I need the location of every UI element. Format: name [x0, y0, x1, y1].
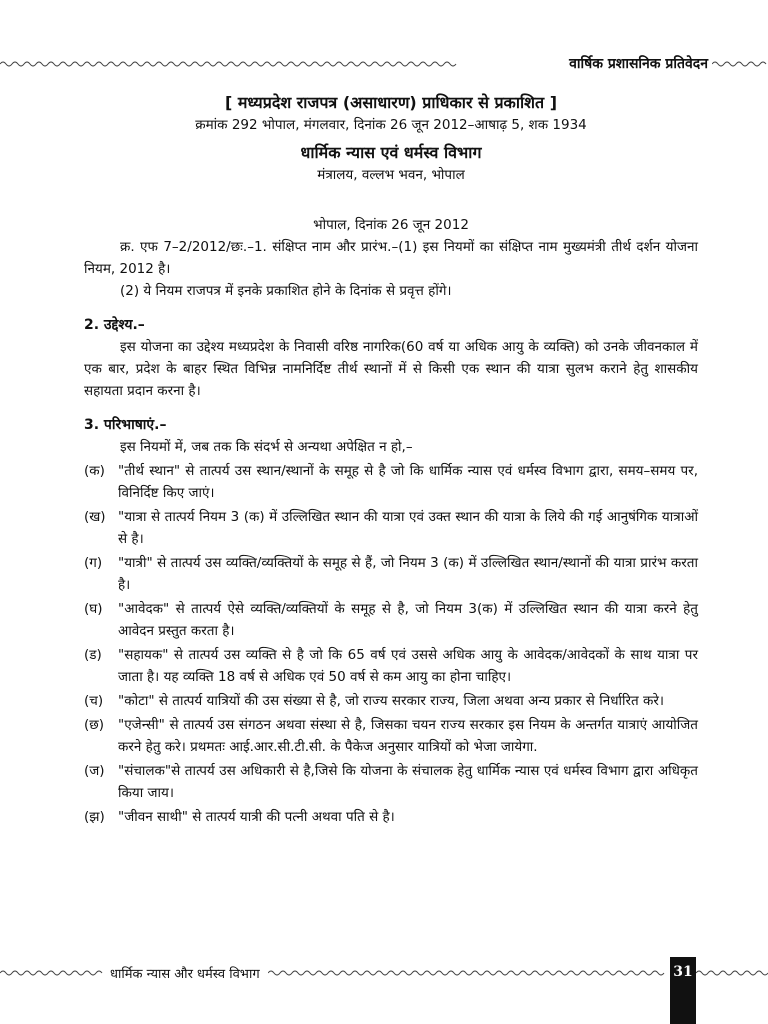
department-title: धार्मिक न्यास एवं धर्मस्व विभाग — [300, 143, 482, 162]
section-3-title: 3. परिभाषाएं.– — [84, 417, 167, 433]
definition-item — [84, 460, 698, 504]
definition-text: "सहायक" से तात्पर्य उस व्यक्ति से है जो कि 65 वर्ष एवं उससे अधिक आयु के आवेदक/आवेदकों के साथ यात्रा पर जाता है। यह व्यक्ति 18 वर्ष से अधिक एवं 50 वर्ष से कम आयु का होना चाहिए। — [118, 647, 698, 685]
serial-line: क्रमांक 292 भोपाल, मंगलवार, दिनांक 26 जून 2012–आषाढ़ 5, शक 1934 — [195, 117, 587, 133]
section-2-text: इस योजना का उद्देश्य मध्यप्रदेश के निवासी वरिष्ठ नागरिक(60 वर्ष या अधिक आयु के व्यक्ति) को उनके जीवनकाल में एक बार, प्रदेश के बाहर स्थित विभिन्न नामनिर्दिष्ट तीर्थ स्थानों में से किसी एक स्थान की यात्रा सुलभ कराने हेतु शासकीय सहायता प्रदान करना है। — [84, 339, 698, 399]
definition-label: (क) — [84, 463, 105, 479]
definition-item — [84, 552, 698, 596]
definition-item — [84, 598, 698, 642]
definition-text: "आवेदक" से तात्पर्य ऐसे व्यक्ति/व्यक्तियों के समूह से है, जो नियम 3(क) में उल्लिखित स्थान की यात्रा करने हेतु आवेदन प्रस्तुत करता है। — [118, 601, 698, 639]
definition-text: "कोटा" से तात्पर्य यात्रियों की उस संख्या से है, जो राज्य सरकार राज्य, जिला अथवा अन्य प्रकार से निर्धारित करे। — [118, 693, 665, 709]
definition-text: "यात्री" से तात्पर्य उस व्यक्ति/व्यक्तियों के समूह से हैं, जो नियम 3 (क) में उल्लिखित स्थान/स्थानों की यात्रा प्रारंभ करता है। — [118, 555, 698, 593]
definition-label: (ख) — [84, 509, 106, 525]
page-number: 31 — [673, 964, 693, 980]
definition-item — [84, 506, 698, 550]
definition-item — [84, 714, 698, 758]
definition-text: "यात्रा से तात्पर्य नियम 3 (क) में उल्लिखित स्थान की यात्रा एवं उक्त स्थान की यात्रा के लिये की गई आनुषंगिक यात्राओं से है। — [118, 509, 698, 547]
definition-label: (च) — [84, 693, 104, 709]
publication-line: [ मध्यप्रदेश राजपत्र (असाधारण) प्राधिकार से प्रकाशित ] — [224, 93, 558, 112]
definition-label: (ग) — [84, 555, 103, 571]
section-2-title: 2. उद्देश्य.– — [84, 317, 145, 333]
definition-item — [84, 806, 698, 828]
definition-item — [84, 760, 698, 804]
wavy-divider-right — [712, 59, 768, 69]
definition-item — [84, 644, 698, 688]
wavy-divider-footer-right — [268, 968, 668, 978]
wavy-divider-left — [0, 59, 460, 69]
document-body — [84, 92, 698, 828]
definition-label: (छ) — [84, 717, 104, 733]
wavy-divider-footer-end — [696, 968, 768, 978]
page-header — [0, 50, 768, 80]
definition-label: (ड) — [84, 647, 102, 663]
definition-text: "जीवन साथी" से तात्पर्य यात्री की पत्नी अथवा पति से है। — [118, 809, 395, 825]
date-line: भोपाल, दिनांक 26 जून 2012 — [313, 217, 469, 233]
paragraph-1: क्र. एफ 7–2/2012/छः.–1. संक्षिप्त नाम और प्रारंभ.–(1) इस नियमों का संक्षिप्त नाम मुख्यमंत्री तीर्थ दर्शन योजना नियम, 2012 है। — [84, 239, 698, 277]
address-line: मंत्रालय, वल्लभ भवन, भोपाल — [317, 167, 465, 183]
paragraph-2: (2) ये नियम राजपत्र में इनके प्रकाशित होने के दिनांक से प्रवृत्त होंगे। — [120, 283, 452, 299]
definition-text: "तीर्थ स्थान" से तात्पर्य उस स्थान/स्थानों के समूह से है जो कि धार्मिक न्यास एवं धर्मस्व विभाग द्वारा, समय–समय पर, विनिर्दिष्ट किए जाएं। — [118, 463, 698, 501]
definition-text: "एजेन्सी" से तात्पर्य उस संगठन अथवा संस्था से है, जिसका चयन राज्य सरकार इस नियम के अन्तर्गत यात्राएं आयोजित करने हेतु करे। प्रथमतः आई.आर.सी.टी.सी. के पैकेज अनुसार यात्रियों को भेजा जायेगा. — [118, 717, 698, 755]
header-title: वार्षिक प्रशासनिक प्रतिवेदन — [569, 56, 708, 72]
definition-label: (ज) — [84, 763, 105, 779]
page-footer — [0, 958, 768, 988]
definition-text: "संचालक"से तात्पर्य उस अधिकारी से है,जिसे कि योजना के संचालक हेतु धार्मिक न्यास एवं धर्मस्व विभाग द्वारा अधिकृत किया जाय। — [118, 763, 698, 801]
footer-label: धार्मिक न्यास और धर्मस्व विभाग — [110, 967, 260, 982]
definition-label: (घ) — [84, 601, 103, 617]
wavy-divider-footer-left — [0, 968, 108, 978]
definition-label: (झ) — [84, 809, 105, 825]
definitions-list — [84, 460, 698, 828]
section-3-intro: इस नियमों में, जब तक कि संदर्भ से अन्यथा अपेक्षित न हो,– — [120, 439, 413, 455]
definition-item — [84, 690, 698, 712]
